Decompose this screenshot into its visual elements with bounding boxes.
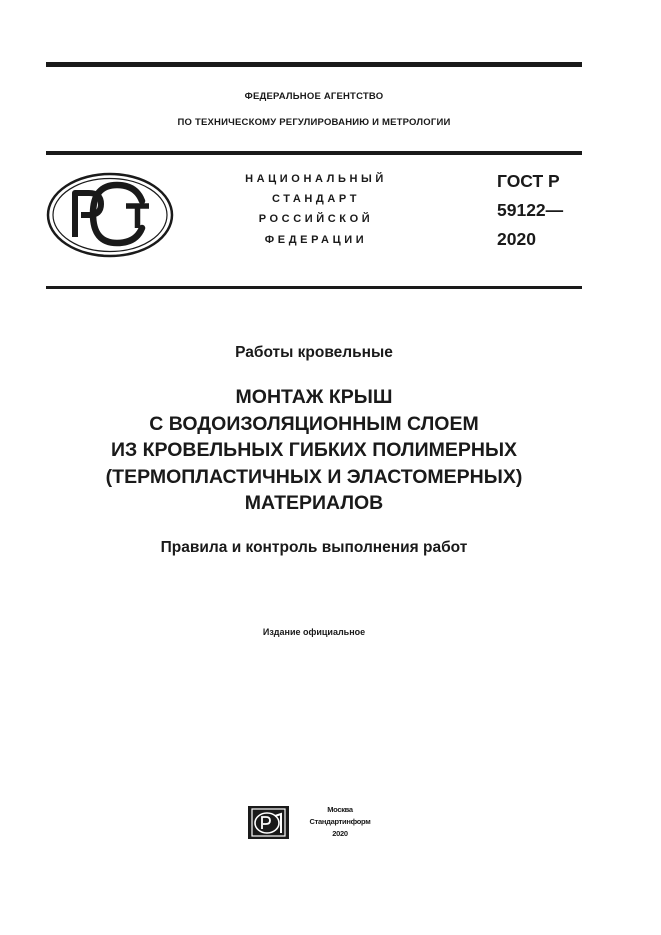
national-standard-line-3: РОССИЙСКОЙ <box>258 213 374 225</box>
standard-designation-line-1: ГОСТ Р <box>497 171 560 191</box>
standard-designation-line-3: 2020 <box>497 229 536 249</box>
title-line: ИЗ КРОВЕЛЬНЫХ ГИБКИХ ПОЛИМЕРНЫХ <box>110 439 518 461</box>
title-line: МОНТАЖ КРЫШ <box>235 386 393 408</box>
document-category: Работы кровельные <box>235 344 393 361</box>
title-line: (ТЕРМОПЛАСТИЧНЫХ И ЭЛАСТОМЕРНЫХ) <box>105 465 523 488</box>
publisher-name: Стандартинформ <box>309 817 371 826</box>
edition-label: Издание официальное <box>262 627 366 637</box>
national-standard-line-2: СТАНДАРТ <box>271 193 361 205</box>
national-standard-line-1: НАЦИОНАЛЬНЫЙ <box>245 173 387 185</box>
standard-designation-line-2: 59122— <box>497 200 564 220</box>
publisher-city: Москва <box>327 805 353 814</box>
agency-line-1: ФЕДЕРАЛЬНОЕ АГЕНТСТВО <box>244 91 384 102</box>
bottom-divider <box>46 286 582 289</box>
title-line: С ВОДОИЗОЛЯЦИОННЫМ СЛОЕМ <box>149 412 479 435</box>
standartinform-logo-icon <box>248 806 289 839</box>
title-line: МАТЕРИАЛОВ <box>244 492 384 514</box>
top-divider <box>46 62 582 67</box>
rst-certification-logo-icon <box>46 171 174 259</box>
document-subtitle: Правила и контроль выполнения работ <box>160 539 468 556</box>
middle-divider <box>46 151 582 155</box>
publisher-year: 2020 <box>332 829 348 838</box>
national-standard-line-4: ФЕДЕРАЦИИ <box>264 234 368 246</box>
agency-line-2: ПО ТЕХНИЧЕСКОМУ РЕГУЛИРОВАНИЮ И МЕТРОЛОГИИ <box>177 117 451 128</box>
document-title <box>46 384 582 517</box>
